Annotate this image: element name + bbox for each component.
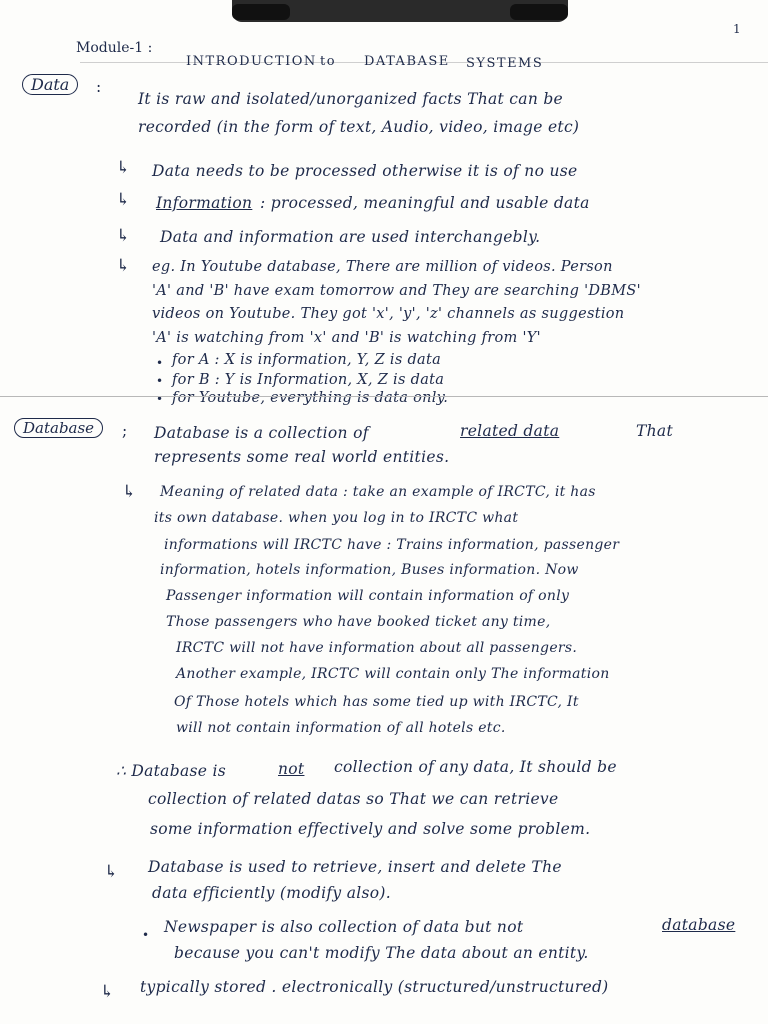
newspaper-line: because you can't modify The data about an entity. <box>174 944 589 962</box>
section-divider <box>0 396 768 397</box>
example-line: eg. In Youtube database, There are million of videos. Person <box>152 259 613 275</box>
arrow-icon: ↳ <box>116 256 131 276</box>
usage-line: data efficiently (modify also). <box>152 884 391 902</box>
arrow-icon: ↳ <box>122 482 137 502</box>
example-line: 'A' is watching from 'x' and 'B' is watching from 'Y' <box>152 330 541 346</box>
header-word: DATABASE <box>364 54 450 69</box>
term-colon: ; <box>122 422 128 440</box>
header-word: to <box>320 54 337 69</box>
bullet-icon: • <box>156 356 164 370</box>
bullet-line: for A : X is information, Y, Z is data <box>172 352 442 368</box>
database-definition: That <box>636 422 673 440</box>
arrow-icon: ↳ <box>100 982 115 1002</box>
database-definition: Database is a collection of <box>154 424 369 442</box>
meaning-line: Another example, IRCTC will contain only The information <box>176 666 610 682</box>
meaning-line: information, hotels information, Buses information. Now <box>160 562 579 578</box>
module-label: Module-1 : <box>76 40 153 56</box>
therefore-line: some information effectively and solve some problem. <box>150 820 591 838</box>
meaning-line: its own database. when you log in to IRCTC what <box>154 510 519 526</box>
term-colon: : <box>96 78 102 96</box>
arrow-icon: ↳ <box>116 190 131 210</box>
note-line: Data needs to be processed otherwise it is of no use <box>152 162 578 180</box>
arrow-icon: ↳ <box>116 158 131 178</box>
note-line: Data and information are used interchangebly. <box>160 228 541 246</box>
example-line: 'A' and 'B' have exam tomorrow and They are searching 'DBMS' <box>152 283 641 299</box>
bullet-icon: • <box>156 392 164 406</box>
example-line: videos on Youtube. They got 'x', 'y', 'z' channels as suggestion <box>152 306 625 322</box>
term-database: Database <box>14 418 103 438</box>
meaning-line: informations will IRCTC have : Trains information, passenger <box>164 537 620 553</box>
meaning-line: Those passengers who have booked ticket any time, <box>166 614 551 630</box>
meaning-line: IRCTC will not have information about all passengers. <box>176 640 578 656</box>
information-term: Information <box>156 194 253 212</box>
therefore-line: collection of any data, It should be <box>334 758 617 776</box>
storage-line: typically stored . electronically (structured/unstructured) <box>140 978 609 996</box>
term-data: Data <box>22 74 78 95</box>
database-definition: represents some real world entities. <box>154 448 450 466</box>
page-number: 1 <box>733 22 741 36</box>
binder-clip <box>232 0 568 22</box>
data-definition: recorded (in the form of text, Audio, video, image etc) <box>138 118 580 136</box>
data-definition: It is raw and isolated/unorganized facts That can be <box>138 90 564 108</box>
arrow-icon: ↳ <box>116 226 131 246</box>
bullet-icon: • <box>142 928 150 942</box>
bullet-line: for Youtube, everything is data only. <box>172 390 449 406</box>
bullet-line: for B : Y is Information, X, Z is data <box>172 372 445 388</box>
not-term: not <box>278 760 305 778</box>
newspaper-line: Newspaper is also collection of data but not <box>164 918 524 936</box>
related-data-term: related data <box>460 422 560 440</box>
note-line: : processed, meaningful and usable data <box>260 194 590 212</box>
header-word: SYSTEMS <box>466 56 544 71</box>
meaning-line: will not contain information of all hotels etc. <box>176 720 506 736</box>
bullet-icon: • <box>156 374 164 388</box>
arrow-icon: ↳ <box>104 862 119 882</box>
meaning-line: Passenger information will contain information of only <box>166 588 570 604</box>
therefore-line: ∴ Database is <box>116 762 226 780</box>
database-term: database <box>662 916 736 934</box>
meaning-line: Of Those hotels which has some tied up with IRCTC, It <box>174 694 579 710</box>
therefore-line: collection of related datas so That we can retrieve <box>148 790 559 808</box>
usage-line: Database is used to retrieve, insert and delete The <box>148 858 562 876</box>
meaning-line: Meaning of related data : take an example of IRCTC, it has <box>160 484 596 500</box>
header-word: INTRODUCTION <box>186 54 317 69</box>
